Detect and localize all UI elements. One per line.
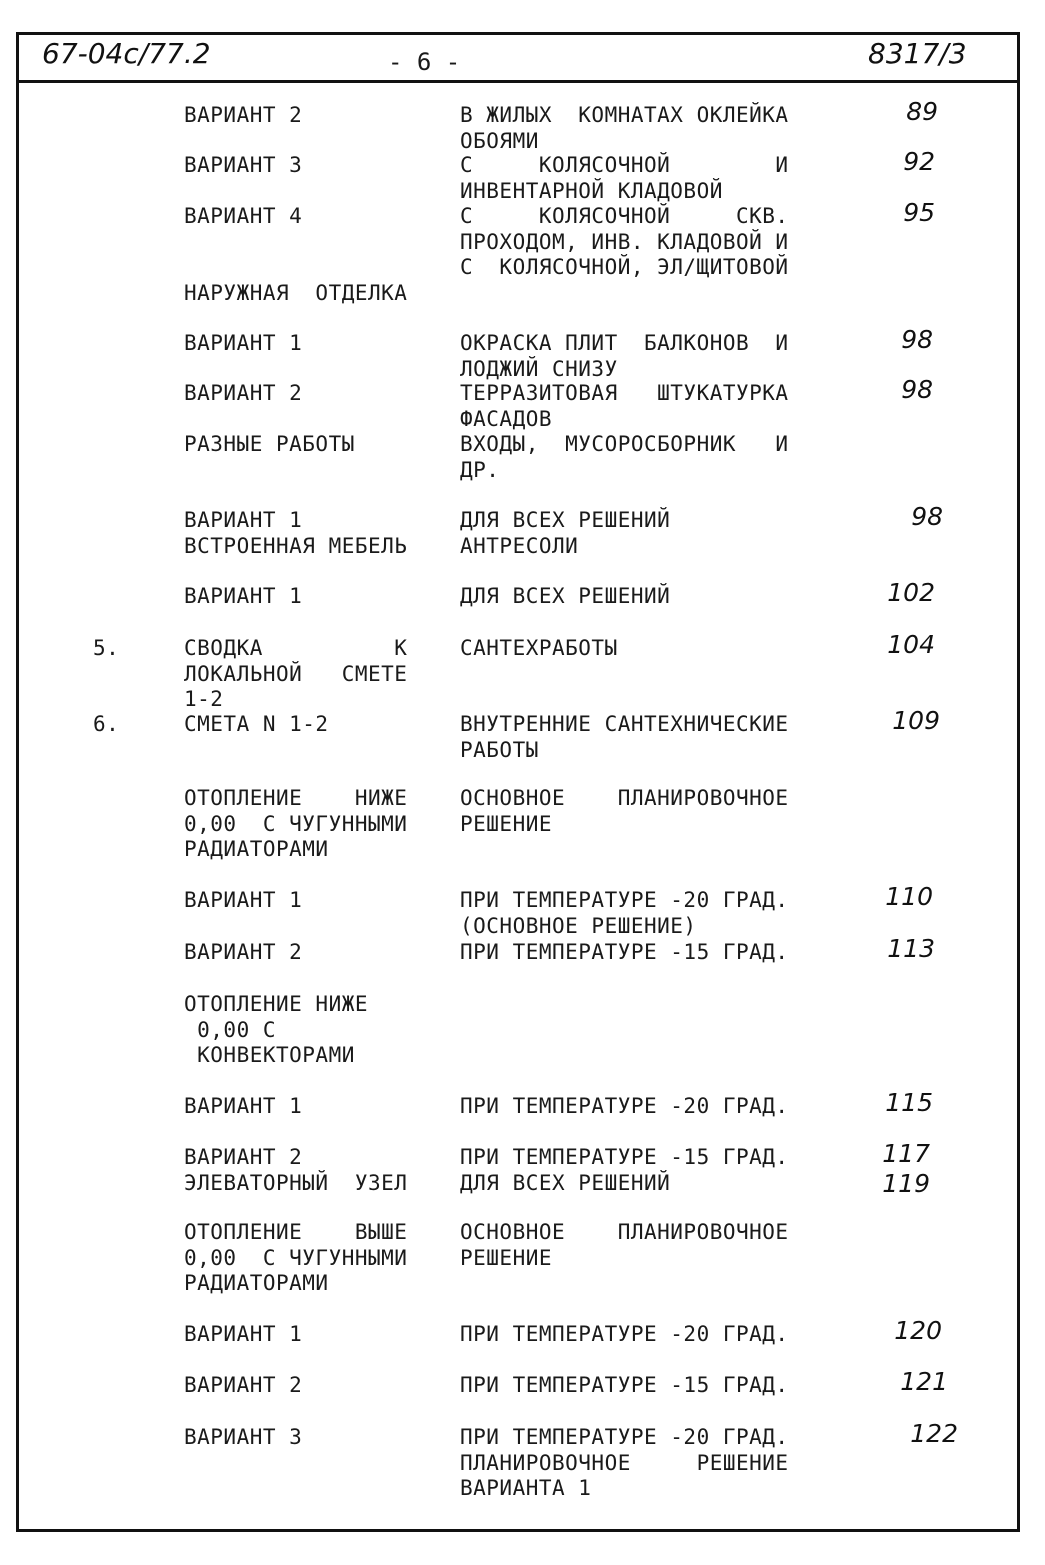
item-description-line: ДР.: [460, 457, 500, 482]
page-ref: 104: [887, 630, 935, 659]
item-title-line: РАДИАТОРАМИ: [184, 837, 329, 861]
item-title-line: ВАРИАНТ 3: [184, 153, 303, 177]
item-title-line: ВАРИАНТ 1: [184, 1094, 303, 1118]
page-ref: 98: [901, 325, 933, 354]
item-title-line: ЛОКАЛЬНОЙ СМЕТЕ: [184, 661, 408, 686]
item-description: [460, 712, 848, 763]
item-description-line: ПРИ ТЕМПЕРАТУРЕ -15 ГРАД.: [460, 1145, 789, 1169]
item-description: [460, 786, 848, 837]
item-title-line: ВАРИАНТ 4: [184, 204, 303, 228]
item-description: [460, 204, 848, 281]
item-title: [184, 992, 446, 1069]
item-title-line: ВСТРОЕННАЯ МЕБЕЛЬ: [184, 533, 408, 558]
item-description-line: ПРИ ТЕМПЕРАТУРЕ -20 ГРАД.: [460, 1094, 789, 1118]
item-description: [460, 508, 848, 559]
item-title-line: 0,00 С ЧУГУННЫМИ: [184, 1245, 408, 1270]
item-title-line: ОТОПЛЕНИЕ НИЖЕ: [184, 786, 408, 810]
item-title: [184, 103, 446, 129]
item-description-line: ПРИ ТЕМПЕРАТУРЕ -20 ГРАД.: [460, 1425, 789, 1449]
item-description: [460, 1425, 848, 1502]
item-title-line: РАЗНЫЕ РАБОТЫ: [184, 432, 355, 456]
item-description-line: АНТРЕСОЛИ: [460, 533, 579, 558]
page-ref: 95: [903, 198, 935, 227]
item-title: [184, 712, 446, 738]
item-description-line: САНТЕХРАБОТЫ: [460, 636, 618, 660]
page-ref: 89: [906, 97, 938, 126]
item-description-line: ПРИ ТЕМПЕРАТУРЕ -20 ГРАД.: [460, 1322, 789, 1346]
page-ref: 109: [892, 706, 940, 735]
item-description: [460, 432, 848, 483]
item-title: [184, 508, 446, 559]
page-ref: 120: [894, 1316, 942, 1345]
item-description: [460, 1094, 848, 1120]
item-title: [184, 888, 446, 914]
item-title: [184, 636, 446, 713]
item-description: [460, 636, 848, 662]
item-title-line: 1-2: [184, 687, 224, 711]
item-description-line: ПРИ ТЕМПЕРАТУРЕ -20 ГРАД.: [460, 888, 789, 912]
item-description: [460, 1322, 848, 1348]
page-ref: 117: [882, 1139, 930, 1168]
item-description-line: ФАСАДОВ: [460, 406, 553, 431]
item-description-line: ЛОДЖИЙ СНИЗУ: [460, 356, 618, 381]
item-title: [184, 281, 446, 307]
page-ref: 102: [887, 578, 935, 607]
item-description: [460, 1220, 848, 1271]
item-description-line: С КОЛЯСОЧНОЙ, ЭЛ/ЩИТОВОЙ: [460, 255, 789, 279]
item-title: [184, 381, 446, 407]
item-title-line: ОТОПЛЕНИЕ НИЖЕ: [184, 992, 369, 1016]
item-description-line: ПРОХОДОМ, ИНВ. КЛАДОВОЙ И: [460, 229, 789, 254]
item-title-line: ВАРИАНТ 2: [184, 940, 303, 964]
item-description-line: ОСНОВНОЕ ПЛАНИРОВОЧНОЕ: [460, 1220, 789, 1244]
item-title-line: 0,00 С ЧУГУННЫМИ: [184, 811, 408, 836]
page-number: - 6 -: [388, 48, 461, 76]
item-title: [184, 940, 446, 966]
item-description-line: ДЛЯ ВСЕХ РЕШЕНИЙ: [460, 584, 671, 608]
item-title: [184, 584, 446, 610]
page-ref: 98: [911, 502, 943, 531]
item-description-line: ОБОЯМИ: [460, 128, 539, 153]
item-title-line: ВАРИАНТ 2: [184, 1145, 303, 1169]
item-description-line: ВХОДЫ, МУСОРОСБОРНИК И: [460, 432, 789, 456]
item-description: [460, 584, 848, 610]
item-title: [184, 331, 446, 357]
item-title-line: ВАРИАНТ 1: [184, 1322, 303, 1346]
item-description-line: ПРИ ТЕМПЕРАТУРЕ -15 ГРАД.: [460, 940, 789, 964]
item-description-line: ВАРИАНТА 1: [460, 1476, 592, 1500]
item-description: [460, 888, 848, 939]
item-title-line: РАДИАТОРАМИ: [184, 1271, 329, 1295]
item-description-line: ОКРАСКА ПЛИТ БАЛКОНОВ И: [460, 331, 789, 355]
item-description: [460, 1373, 848, 1399]
item-title-line: ВАРИАНТ 2: [184, 381, 303, 405]
item-description-line: ВНУТРЕННИЕ САНТЕХНИЧЕСКИЕ: [460, 712, 789, 736]
item-title-line: ВАРИАНТ 1: [184, 888, 303, 912]
page-ref: 98: [901, 375, 933, 404]
page-ref: 119: [882, 1169, 930, 1198]
item-title: [184, 432, 446, 458]
item-title-line: ВАРИАНТ 2: [184, 103, 303, 127]
item-description-line: (ОСНОВНОЕ РЕШЕНИЕ): [460, 913, 697, 938]
item-title: [184, 1220, 446, 1297]
item-title-line: ВАРИАНТ 1: [184, 584, 303, 608]
item-description: [460, 381, 848, 432]
item-description: [460, 331, 848, 382]
page-ref: 121: [900, 1367, 948, 1396]
item-title-line: СМЕТА N 1-2: [184, 712, 329, 736]
page-ref: 115: [885, 1088, 933, 1117]
item-description-line: ИНВЕНТАРНОЙ КЛАДОВОЙ: [460, 178, 723, 203]
item-title: [184, 1373, 446, 1399]
item-title: [184, 1094, 446, 1120]
page-ref: 113: [887, 934, 935, 963]
item-title-line: ВАРИАНТ 1: [184, 508, 303, 532]
item-description-line: ПРИ ТЕМПЕРАТУРЕ -15 ГРАД.: [460, 1373, 789, 1397]
doc-code: 67-04c/77.2: [42, 37, 211, 70]
item-title-line: КОНВЕКТОРАМИ: [184, 1043, 355, 1067]
item-title-line: 0,00 С: [184, 1017, 277, 1042]
item-title-line: ВАРИАНТ 2: [184, 1373, 303, 1397]
item-title: [184, 153, 446, 179]
item-description-line: С КОЛЯСОЧНОЙ И: [460, 153, 789, 177]
item-description-line: РЕШЕНИЕ: [460, 1245, 553, 1270]
item-description-line: С КОЛЯСОЧНОЙ СКВ.: [460, 204, 789, 228]
item-description-line: ДЛЯ ВСЕХ РЕШЕНИЙ: [460, 508, 671, 532]
item-title-line: ОТОПЛЕНИЕ ВЫШЕ: [184, 1220, 408, 1244]
page-ref: 110: [885, 882, 933, 911]
item-title: [184, 1322, 446, 1348]
item-description-line: В ЖИЛЫХ КОМНАТАХ ОКЛЕЙКА: [460, 103, 789, 127]
section-number: 5.: [93, 636, 120, 660]
item-description: [460, 153, 848, 204]
item-title-line: ВАРИАНТ 1: [184, 331, 303, 355]
item-title-line: ВАРИАНТ 3: [184, 1425, 303, 1449]
item-title: [184, 1425, 446, 1451]
item-description: [460, 1145, 848, 1196]
item-title: [184, 204, 446, 230]
item-description-line: ОСНОВНОЕ ПЛАНИРОВОЧНОЕ: [460, 786, 789, 810]
page-ref: 122: [910, 1419, 958, 1448]
item-description: [460, 103, 848, 154]
item-title-line: СВОДКА К: [184, 636, 408, 660]
item-description-line: ДЛЯ ВСЕХ РЕШЕНИЙ: [460, 1170, 671, 1195]
item-title-line: ЭЛЕВАТОРНЫЙ УЗЕЛ: [184, 1170, 408, 1195]
item-description-line: ТЕРРАЗИТОВАЯ ШТУКАТУРКА: [460, 381, 789, 405]
header-divider: [16, 80, 1020, 83]
item-title-line: НАРУЖНАЯ ОТДЕЛКА: [184, 281, 408, 305]
item-title: [184, 786, 446, 863]
item-description-line: ПЛАНИРОВОЧНОЕ РЕШЕНИЕ: [460, 1450, 789, 1475]
item-description-line: РЕШЕНИЕ: [460, 811, 553, 836]
item-description-line: РАБОТЫ: [460, 737, 539, 762]
section-number: 6.: [93, 712, 120, 736]
archive-code: 8317/3: [868, 37, 967, 70]
page-ref: 92: [903, 147, 935, 176]
item-description: [460, 940, 848, 966]
item-title: [184, 1145, 446, 1196]
